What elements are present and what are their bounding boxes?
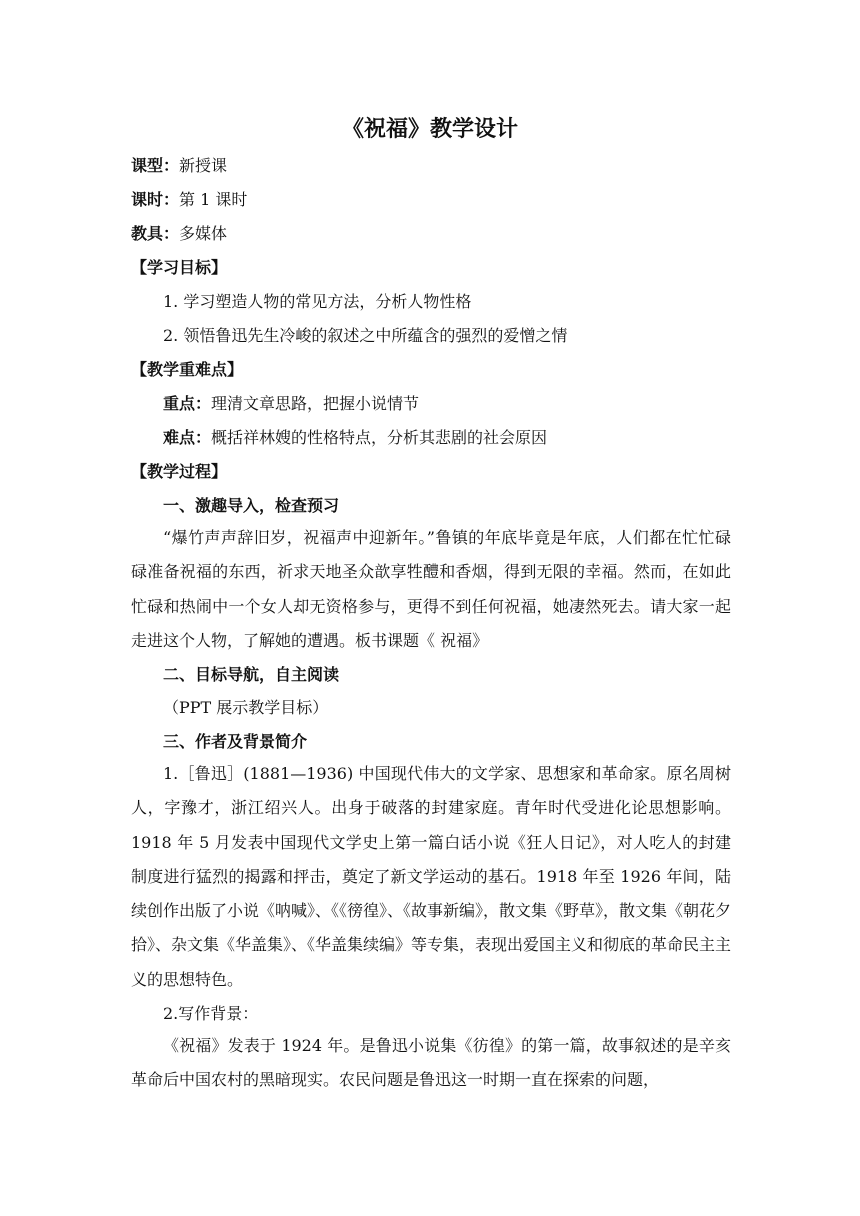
goal-item-2: 2. 领悟鲁迅先生冷峻的叙述之中所蕴含的强烈的爱憎之情 [163,326,568,345]
goal-item-1: 1. 学习塑造人物的常见方法，分析人物性格 [163,292,472,311]
goals-heading: 【学习目标】 [131,258,228,277]
background-paragraph: 《祝福》发表于 1924 年。是鲁迅小说集《彷徨》的第一篇，故事叙述的是辛亥革命后中国农村的黑暗现实。农民问题是鲁迅这一时期一直在探索的问题， [131,1036,731,1090]
process-heading: 【教学过程】 [131,462,228,481]
document-title: 《祝福》教学设计 [341,116,518,142]
teaching-tools-line [131,224,731,244]
difficulty-label: 难点： [163,428,212,447]
course-type-value: 新授课 [179,156,228,175]
intro-paragraph: “爆竹声声辞旧岁，祝福声中迎新年。”鲁镇的年底毕竟是年底，人们都在忙忙碌碌准备祝福的东西，祈求天地圣众歆享牲醴和香烟，得到无限的幸福。然而，在如此忙碌和热闹中一个女人却无资格参与，更得不到任何祝福，她凄然死去。请大家一起走进这个人物，了解她的遭遇。板书课题《 祝福》 [131,528,731,650]
step2-heading: 二、目标导航，自主阅读 [163,665,340,684]
key-point-value: 理清文章思路，把握小说情节 [211,394,420,413]
difficulty-line [163,428,763,448]
background-label: 2.写作背景： [163,1004,259,1023]
key-point-line [163,394,763,414]
class-hours-line [131,190,731,210]
teaching-tools-label: 教具： [131,224,180,243]
step3-heading: 三、作者及背景简介 [163,732,308,751]
class-hours-label: 课时： [131,190,180,209]
ppt-note: （PPT 展示教学目标） [163,698,329,717]
author-intro-paragraph: 1.［鲁迅］(1881—1936) 中国现代伟大的文学家、思想家和革命家。原名周树人，字豫才，浙江绍兴人。出身于破落的封建家庭。青年时代受进化论思想影响。1918 年 5 月发表中国现代文学史上第一篇白话小说《狂人日记》，对人吃人的封建制度进行猛烈的揭露和抨击，奠定了新文学运动的基石。1918 年至 1926 年间，陆续创作出版了小说《呐喊》、《《徬徨》、《故事新编》，散文集《野草》，散文集《朝花夕拾》、杂文集《华盖集》、《华盖集续编》等专集，表现出爱国主义和彻底的革命民主主义的思想特色。 [131,764,732,989]
course-type-line [131,156,731,176]
key-point-label: 重点： [163,394,212,413]
keypoints-heading: 【教学重难点】 [131,360,244,379]
step1-heading: 一、激趣导入，检查预习 [163,496,340,515]
difficulty-value: 概括祥林嫂的性格特点，分析其悲剧的社会原因 [211,428,548,447]
teaching-tools-value: 多媒体 [179,224,228,243]
course-type-label: 课型： [131,156,180,175]
class-hours-value: 第 1 课时 [179,190,248,209]
